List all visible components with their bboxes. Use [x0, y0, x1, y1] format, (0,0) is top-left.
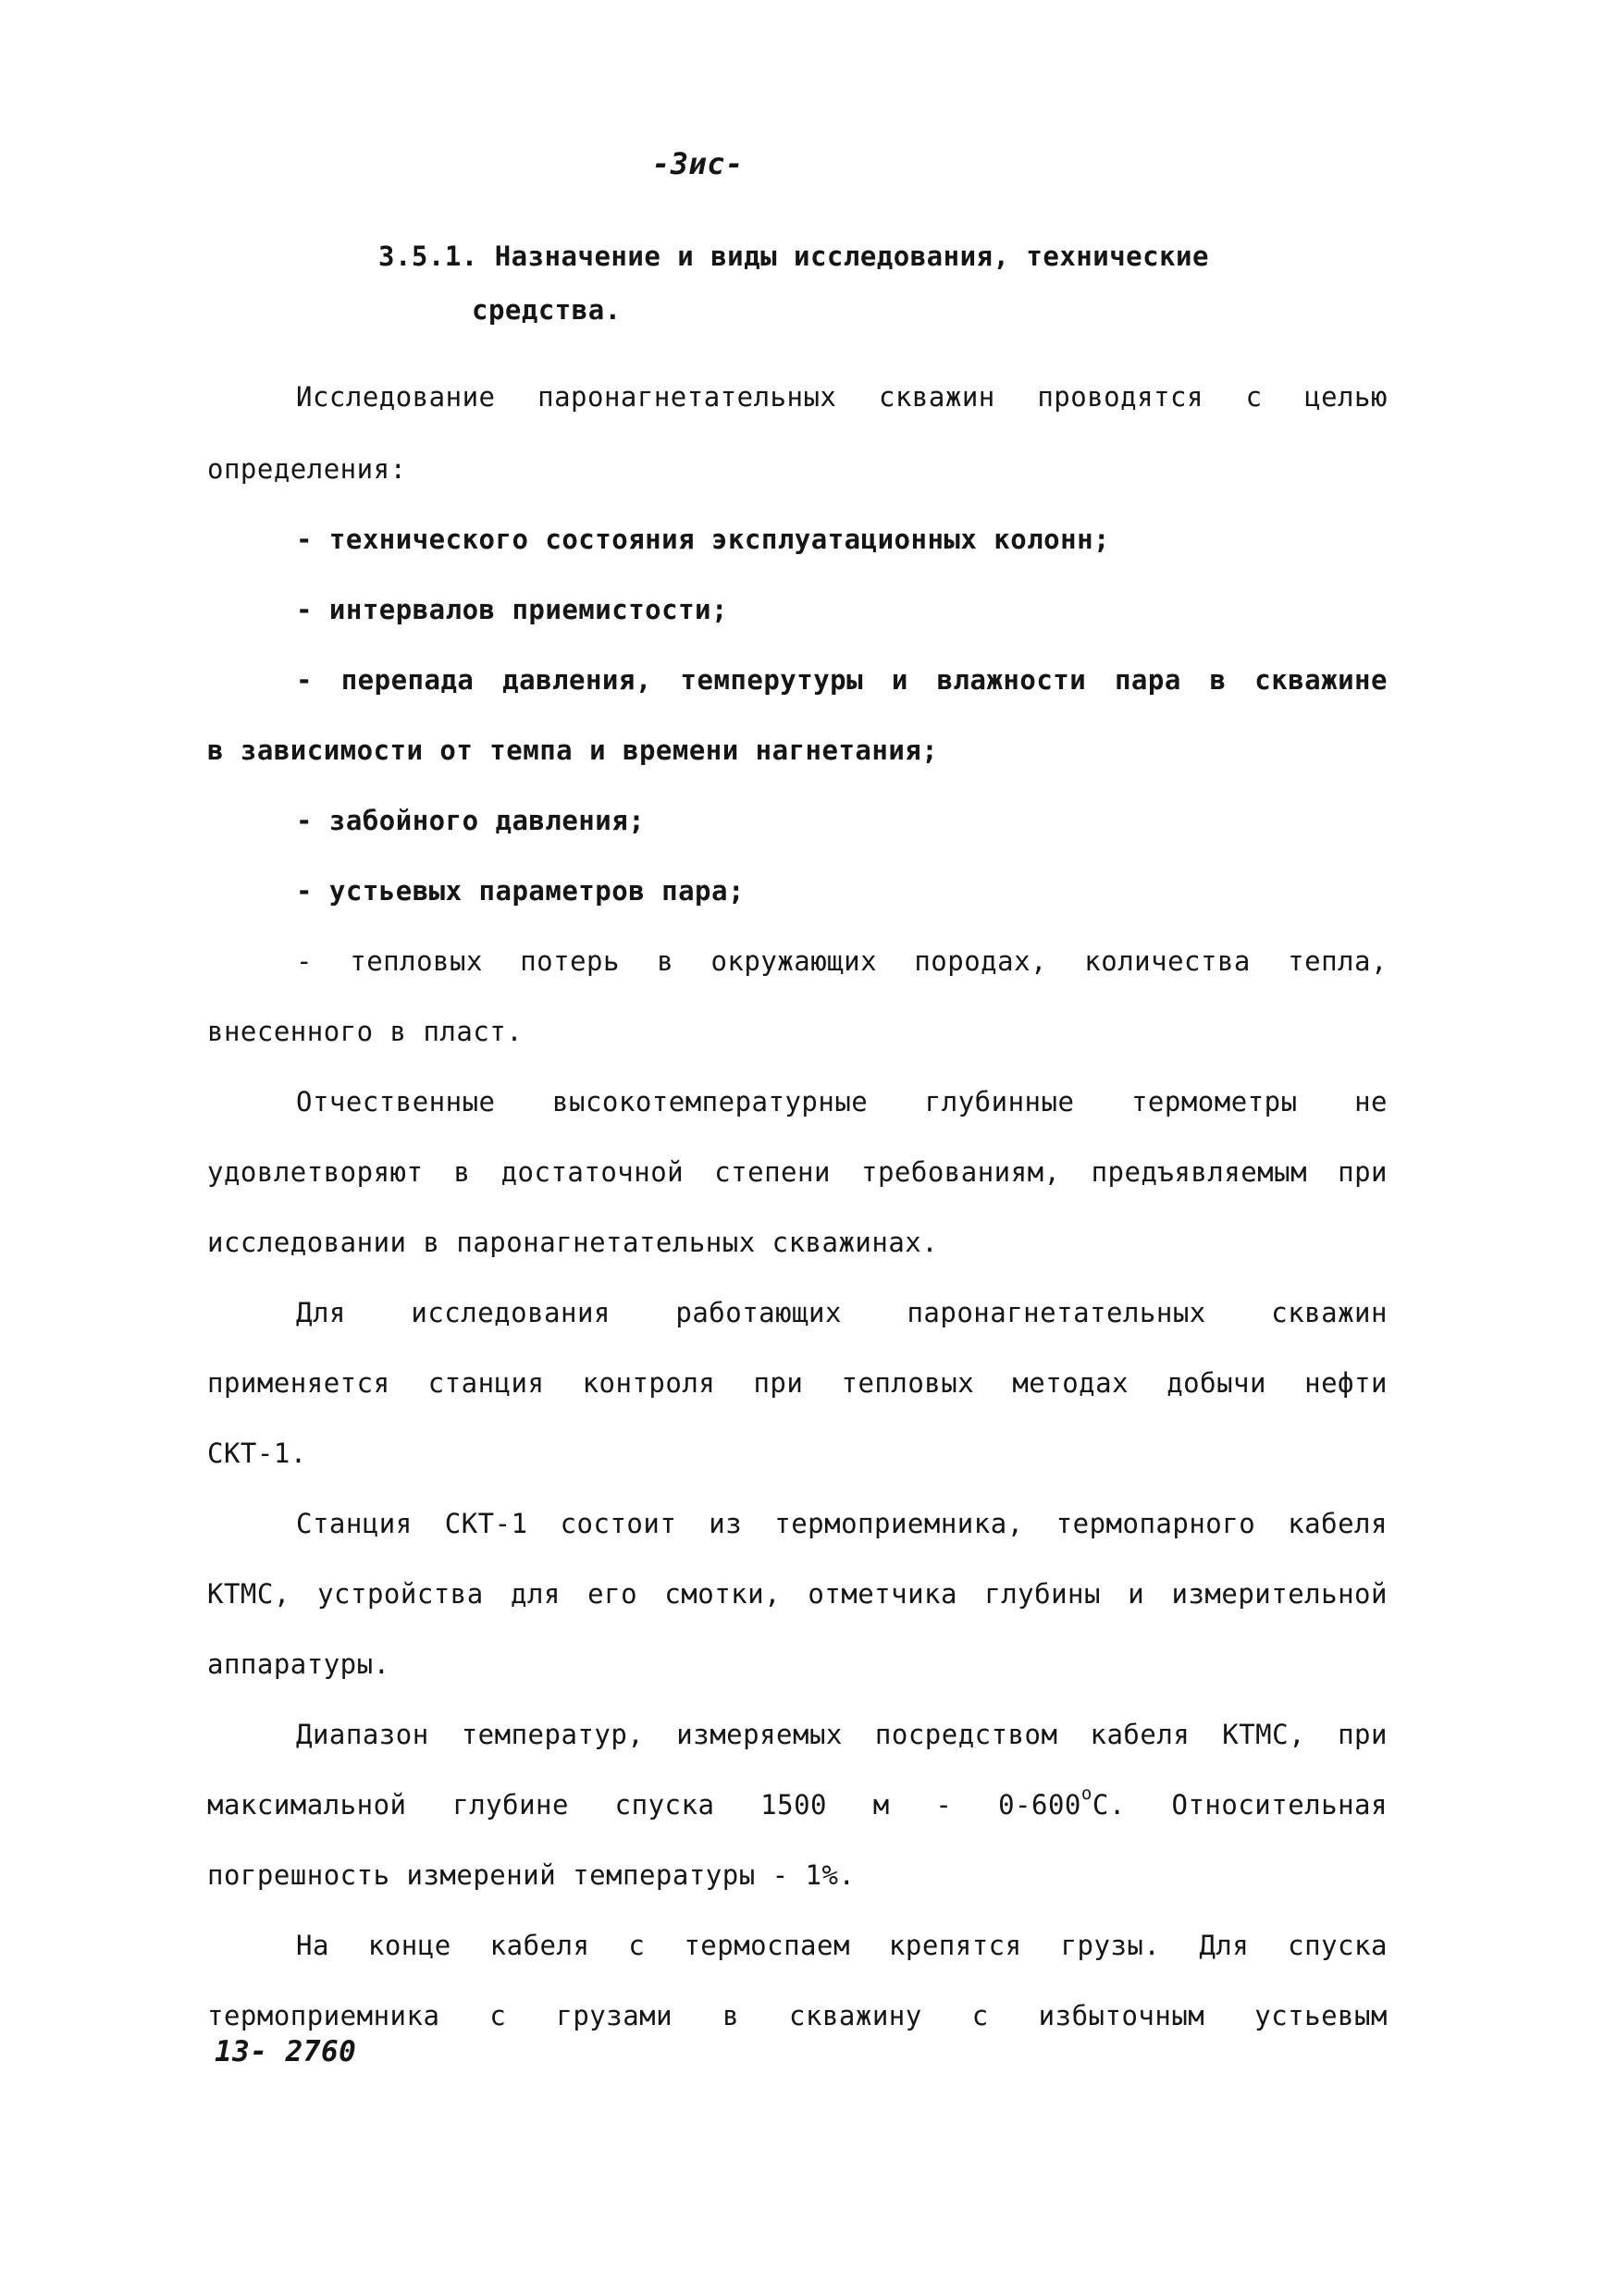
word: термоприемника — [207, 2000, 440, 2031]
paragraph-line: аппаратуры. — [207, 1648, 390, 1680]
word: станция — [427, 1367, 545, 1399]
word: Диапазон — [296, 1719, 429, 1750]
word: спуска — [614, 1789, 715, 1821]
word: породах, — [914, 945, 1048, 977]
paragraph-line — [296, 1086, 1388, 1117]
paragraph-line: исследовании в паронагнетательных скважинах. — [207, 1227, 939, 1258]
word: грузами — [556, 2000, 673, 2031]
word: измерительной — [1171, 1578, 1388, 1610]
word: - — [935, 1789, 953, 1821]
word: Относительная — [1171, 1789, 1388, 1821]
paragraph-intro-line — [296, 381, 1388, 413]
paragraph-line — [296, 1719, 1388, 1750]
word: требованиям, — [860, 1156, 1061, 1188]
word: избыточным — [1038, 2000, 1205, 2031]
word: крепятся — [888, 1930, 1022, 1961]
word: его — [587, 1578, 638, 1610]
paragraph-line — [207, 1156, 1388, 1188]
degree-sign: о — [1080, 1784, 1092, 1804]
word: количества — [1084, 945, 1251, 977]
paragraph-line — [207, 1784, 1388, 1821]
word: СКТ-1 — [444, 1508, 528, 1539]
word: тепла, — [1288, 945, 1388, 977]
word: с — [628, 1930, 646, 1961]
word: работающих — [675, 1297, 842, 1328]
list-item: - интервалов приемистости; — [296, 594, 728, 625]
paragraph-line — [296, 1508, 1388, 1539]
section-title: 3.5.1. Назначение и виды исследования, технические — [378, 241, 1209, 272]
word: отметчика — [808, 1578, 957, 1610]
list-item: - забойного давления; — [296, 805, 646, 836]
word: кабеля — [1288, 1508, 1388, 1539]
paragraph-line: погрешность измерений температуры - 1%. — [207, 1859, 856, 1891]
word: исследования — [411, 1297, 611, 1328]
list-item — [296, 664, 1388, 696]
word: предъявляемым — [1091, 1156, 1308, 1188]
word: температур, — [461, 1719, 645, 1750]
word: скважин — [879, 381, 995, 413]
section-title-continued: средства. — [472, 294, 622, 326]
word: потерь — [520, 945, 620, 977]
word: в — [657, 945, 674, 977]
word: максимальной — [207, 1789, 407, 1821]
word: грузы. — [1060, 1930, 1161, 1961]
word: применяется — [207, 1367, 390, 1399]
word: смотки, — [664, 1578, 782, 1610]
word: методах — [1012, 1367, 1129, 1399]
word: состоит — [560, 1508, 677, 1539]
word: паронагнетательных — [907, 1297, 1206, 1328]
word: кабеля — [1090, 1719, 1191, 1750]
word: На — [296, 1930, 329, 1961]
word: скважине — [1254, 664, 1388, 696]
word: для — [510, 1578, 561, 1610]
word: нефти — [1304, 1367, 1388, 1399]
word: с — [489, 2000, 507, 2031]
list-item — [296, 945, 1388, 977]
word: и — [891, 664, 908, 696]
word: посредством — [874, 1719, 1058, 1750]
list-item: - технического состояния эксплуатационных колонн; — [296, 524, 1111, 555]
word: темперутуры — [680, 664, 864, 696]
word: глубине — [452, 1789, 569, 1821]
list-item-continued: внесенного в пласт. — [207, 1016, 524, 1047]
word: термометры — [1130, 1086, 1298, 1117]
word: Для — [1199, 1930, 1250, 1961]
word: при — [1338, 1719, 1388, 1750]
word: измеряемых — [676, 1719, 843, 1750]
word: термоспаем — [684, 1930, 850, 1961]
paragraph-line — [207, 1367, 1388, 1399]
word: с — [1245, 381, 1263, 413]
word: проводятся — [1037, 381, 1203, 413]
word: КТМС, — [207, 1578, 290, 1610]
word: контроля — [582, 1367, 716, 1399]
word: Станция — [296, 1508, 413, 1539]
word: Исследование — [296, 381, 496, 413]
paragraph-line — [296, 1930, 1388, 1961]
list-item-continued: в зависимости от темпа и времени нагнетания; — [207, 734, 939, 766]
paragraph-line — [207, 2000, 1388, 2031]
page-number: -3ис- — [652, 146, 744, 181]
temperature-range — [998, 1784, 1126, 1821]
paragraph-line — [296, 1297, 1388, 1328]
word: не — [1354, 1086, 1388, 1117]
word: тепловых — [841, 1367, 975, 1399]
word: кабеля — [489, 1930, 590, 1961]
word: влажности — [936, 664, 1087, 696]
word: 1500 — [760, 1789, 827, 1821]
word: C. — [1092, 1789, 1126, 1821]
word: целью — [1304, 381, 1388, 413]
word: Отчественные — [296, 1086, 496, 1117]
word: в — [453, 1156, 471, 1188]
word: добычи — [1166, 1367, 1266, 1399]
paragraph-intro-line: определения: — [207, 453, 407, 485]
list-item: - устьевых параметров пара; — [296, 875, 745, 907]
word: Для — [296, 1297, 346, 1328]
word: - — [296, 945, 313, 977]
word: - — [296, 664, 313, 696]
word: устройства — [317, 1578, 484, 1610]
paragraph-line: СКТ-1. — [207, 1438, 307, 1469]
word: термоприемника, — [774, 1508, 1024, 1539]
word: глубины — [984, 1578, 1101, 1610]
word: устьевым — [1254, 2000, 1388, 2031]
word: 0-600 — [998, 1789, 1081, 1821]
paragraph-line — [207, 1578, 1388, 1610]
word: скважин — [1271, 1297, 1388, 1328]
word: конце — [367, 1930, 451, 1961]
word: тепловых — [350, 945, 483, 977]
word: глубинные — [924, 1086, 1075, 1117]
word: в — [1209, 664, 1227, 696]
word: КТМС, — [1222, 1719, 1306, 1750]
word: достаточной — [500, 1156, 685, 1188]
word: паронагнетательных — [537, 381, 837, 413]
order-code: 13- 2760 — [215, 2035, 357, 2068]
word: высокотемпературные — [552, 1086, 869, 1117]
word: и — [1128, 1578, 1145, 1610]
word: перепада — [340, 664, 475, 696]
word: окружающих — [710, 945, 878, 977]
word: при — [1338, 1156, 1388, 1188]
word: при — [753, 1367, 804, 1399]
word: давления, — [502, 664, 652, 696]
word: спуска — [1288, 1930, 1388, 1961]
word: удовлетворяют — [207, 1156, 424, 1188]
word: степени — [714, 1156, 831, 1188]
word: с — [971, 2000, 989, 2031]
word: термопарного — [1055, 1508, 1256, 1539]
word: пара — [1114, 664, 1181, 696]
word: в — [722, 2000, 740, 2031]
word: из — [709, 1508, 743, 1539]
word: скважину — [789, 2000, 922, 2031]
word: м — [872, 1789, 890, 1821]
